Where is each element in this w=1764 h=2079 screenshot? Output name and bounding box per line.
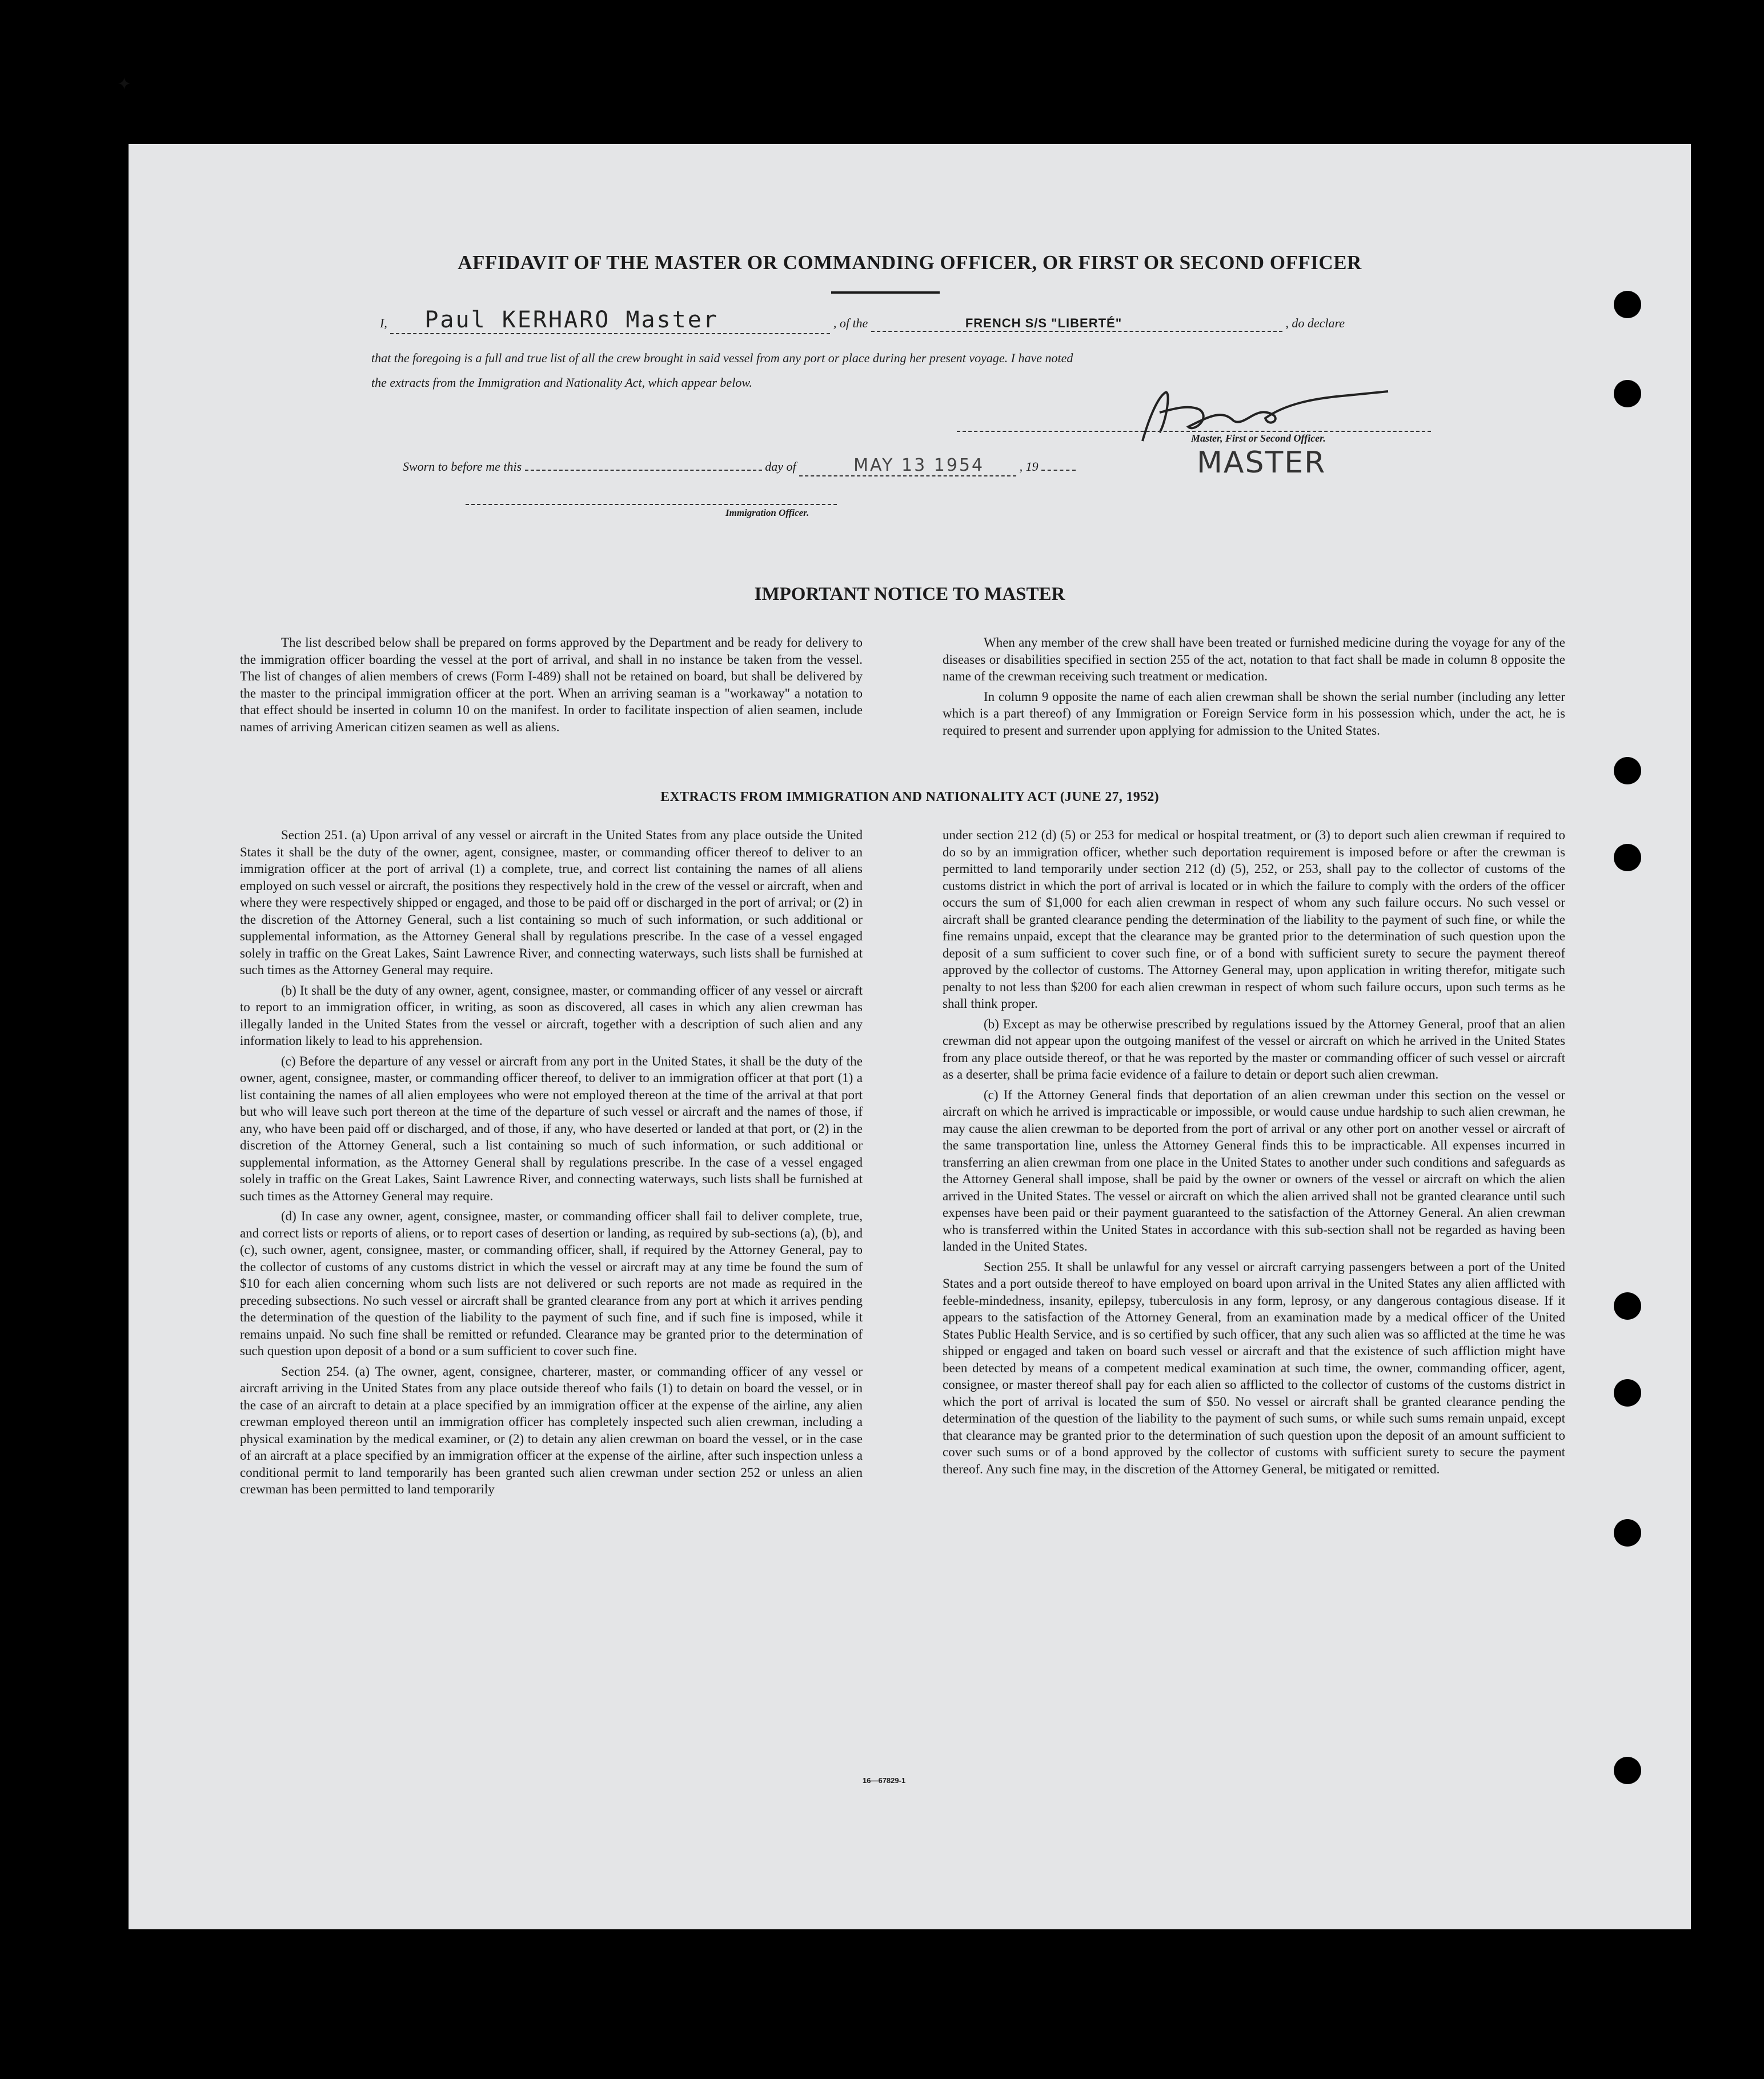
punch-hole	[1614, 844, 1641, 871]
immigration-officer-line	[466, 504, 837, 505]
extracts-left-column	[240, 827, 863, 1501]
sworn-day-field	[525, 470, 762, 471]
punch-hole	[1614, 1757, 1641, 1784]
title-rule	[831, 291, 940, 294]
vessel-field	[871, 316, 1282, 332]
sworn-line	[403, 455, 1076, 476]
of-the-label: , of the	[833, 316, 868, 330]
punch-hole	[1614, 1379, 1641, 1407]
form-number: 16—67829-1	[863, 1776, 906, 1785]
extract-paragraph: (c) Before the departure of any vessel or aircraft from any port in the United States, it shall be the duty of the owner, agent, consignee, master, or commanding officer thereof, to deliver to an immigration officer at that port (1) a list containing the names of all alien employees who were not employed thereon at the time of the arrival at that port but who will leave such port thereon at the time of the departure of such vessel or aircraft and the names of those, if any, who have been paid off or discharged, and of those, if any, who have deserted or landed at that port, or (2) in the discretion of the Attorney General, such a list containing so much of such information, or such additional or supplemental information, as the Attorney General shall by regulations prescribe. In the case of a vessel engaged solely in traffic on the Great Lakes, Saint Lawrence River, and connecting waterways, such lists shall be furnished at such times as the Attorney General may require.	[240, 1053, 863, 1203]
affidavit-page	[129, 144, 1691, 1929]
extract-paragraph: (d) In case any owner, agent, consignee, master, or commanding officer shall fail to deliver complete, true, and correct lists or reports of aliens, or to report cases of desertion or landing, as required by sub-sections (a), (b), and (c), such owner, agent, consignee, master, or commanding officer, shall, if required by the Attorney General, pay to the collector of customs of any customs district in which the vessel or aircraft may at any time be found the sum of $10 for each alien concerning whom such lists are not delivered or such reports are not made as required in the preceding subsections. No such vessel or aircraft shall be granted clearance from any port at which it arrives pending the determination of the question of the liability to the payment of such fine, and if such fine is imposed, while it remains unpaid. No such fine shall be remitted or refunded. Clearance may be granted prior to the determination of such question upon deposit of a bond or a sum sufficient to cover such fine.	[240, 1209, 863, 1358]
notice-paragraph: When any member of the crew shall have been treated or furnished medicine during the voyage for any of the diseases or disabilities specified in section 255 of the act, notation to that fact shall be made in column 8 opposite the name of the crewman receiving such treatment or medication.	[943, 635, 1565, 683]
year-field	[1041, 470, 1076, 471]
immigration-officer-label: Immigration Officer.	[725, 507, 809, 518]
i-label: I,	[380, 316, 387, 330]
extract-paragraph: (b) Except as may be otherwise prescribed by regulations issued by the Attorney General, proof that an alien crewman did not appear upon the outgoing manifest of the vessel or aircraft on which he arrived in the United States from any place outside thereof, or that he was reported by the master or commanding officer of such vessel or aircraft as a deserter, shall be prima facie evidence of a failure to detain or deport such alien crewman.	[943, 1016, 1565, 1081]
notice-left-column	[240, 634, 863, 739]
name-field	[390, 307, 830, 334]
extract-paragraph: Section 251. (a) Upon arrival of any vessel or aircraft in the United States from any place outside the United States it shall be the duty of the owner, agent, consignee, master, or commanding officer thereof to deliver to an immigration officer at the port of arrival (1) a complete, true, and correct list containing the names of all aliens employed on such vessel or aircraft, the positions they respectively hold in the crew of the vessel or aircraft, when and where they were respectively shipped or engaged, and those to be paid off or discharged in the port of arrival; or (2) in the discretion of the Attorney General, such a list containing so much of such information, or such additional or supplemental information, as the Attorney General shall by regulations prescribe. In the case of a vessel engaged solely in traffic on the Great Lakes, Saint Lawrence River, and connecting waterways, such lists shall be furnished at such times as the Attorney General may require.	[240, 828, 863, 977]
extract-paragraph: under section 212 (d) (5) or 253 for medical or hospital treatment, or (3) to deport such alien crewman if required to do so by an immigration officer, whether such deportation requirement is imposed before or after the crewman is permitted to land temporarily under section 212 (d) (5), 252, or 253, shall pay to the collector of customs of the customs district in which the port of arrival is located or in which the failure to comply with the orders of the officer occurs the sum of $1,000 for each alien crewman in respect of whom any such failure occurs. No such vessel or aircraft shall be granted clearance pending the determination of the liability to the payment of such fine, or while the fine remains unpaid, except that the clearance may be granted prior to the determination of such question upon the deposit of a sum sufficient to cover such fine, or of a bond with sufficient surety to secure the payment thereof approved by the collector of customs. The Attorney General may, upon application in writing therefor, mitigate such penalty to not less than $200 for each alien crewman in respect of whom such failure occurs, upon such terms as he shall think proper.	[943, 828, 1565, 1011]
year-prefix-label: , 19	[1019, 459, 1039, 474]
punch-hole	[1614, 757, 1641, 784]
extract-paragraph: Section 254. (a) The owner, agent, consignee, charterer, master, or commanding officer of any vessel or aircraft arriving in the United States from any place outside thereof who fails (1) to detain on board the vessel, or in the case of an aircraft to detain at a place specified by an immigration officer at the expense of the airline, any alien crewman employed thereon until an immigration officer has completely inspected such alien crewman, including a physical examination by the medical examiner, or (2) to detain any alien crewman on board the vessel, or in the case of an aircraft at a place specified by an immigration officer at the expense of the airline, after such inspection unless a conditional permit to land temporarily has been granted such alien crewman under section 252 or unless an alien crewman has been permitted to land temporarily	[240, 1364, 863, 1496]
affidavit-body-line1: that the foregoing is a full and true list of all the crew brought in said vessel from any port or place during her present voyage. I have noted	[371, 351, 1073, 365]
punch-hole	[1614, 1519, 1641, 1547]
signature-line	[957, 431, 1431, 432]
master-stamp: MASTER	[1197, 446, 1326, 480]
notice-paragraph: In column 9 opposite the name of each alien crewman shall be shown the serial number (including any letter which is a part thereof) of any Immigration or Foreign Service form in his possession which, under the act, he is required to present and surrender upon applying for admission to the United States.	[943, 689, 1565, 738]
date-stamp: MAY 13 1954	[853, 455, 985, 475]
extract-paragraph: (c) If the Attorney General finds that deportation of an alien crewman under this section on the vessel or aircraft on which he arrived is impracticable or impossible, or would cause undue hardship to such alien crewman, he may cause the alien crewman to be deported from the port of arrival or any other port on another vessel or aircraft of the same transportation line, unless the Attorney General finds this to be impracticable. All expenses incurred in transferring an alien crewman from one place in the United States to another under such conditions and safeguards as the Attorney General shall impose, shall be paid by the owner or owners of the vessel or aircraft on which the alien arrived in the United States. The vessel or aircraft on which the alien arrived shall not be granted clearance until such expenses have been paid or their payment guaranteed to the satisfaction of the Attorney General. An alien crewman who is transferred within the United States in accordance with this sub-section shall not be regarded as having been landed in the United States.	[943, 1087, 1565, 1253]
day-of-label: day of	[765, 459, 796, 474]
declaration-line	[380, 307, 1345, 334]
notice-paragraph: The list described below shall be prepared on forms approved by the Department and be ready for delivery to the immigration officer boarding the vessel at the port of arrival, and shall in no instance be taken from the vessel. The list of changes of alien members of crews (Form I-489) shall not be retained on board, but shall be delivered by the master to the principal immigration officer at the port. When an arriving seaman is a "workaway" a notation to that effect should be inserted in column 10 on the manifest. In order to facilitate inspection of alien seamen, include names of arriving American citizen seamen as well as aliens.	[240, 635, 863, 734]
punch-hole	[1614, 1292, 1641, 1320]
vessel-value: FRENCH S/S "LIBERTÉ"	[965, 316, 1122, 330]
name-value: Paul KERHARO Master	[424, 307, 719, 333]
affidavit-title: AFFIDAVIT OF THE MASTER OR COMMANDING OFFICER, OR FIRST OR SECOND OFFICER	[458, 251, 1362, 274]
punch-hole	[1614, 291, 1641, 318]
punch-hole	[1614, 380, 1641, 407]
extracts-title: EXTRACTS FROM IMMIGRATION AND NATIONALITY ACT (JUNE 27, 1952)	[660, 790, 1159, 804]
sworn-date-field	[799, 455, 1016, 476]
notice-right-column	[943, 634, 1565, 742]
declare-label: , do declare	[1285, 316, 1345, 330]
sworn-label: Sworn to before me this	[403, 459, 522, 474]
scan-speck: ✦	[117, 74, 132, 94]
extract-paragraph: Section 255. It shall be unlawful for any vessel or aircraft carrying passengers between a port of the United States and a port outside thereof to have employed on board upon arrival in the United States any alien afflicted with feeble-mindedness, insanity, epilepsy, tuberculosis in any form, leprosy, or any dangerous contagious disease. If it appears to the satisfaction of the Attorney General, from an examination made by a medical officer of the United States Public Health Service, and is so certified by such officer, that any such alien was so afflicted at the time he was shipped or engaged and taken on board such vessel or aircraft and that the existence of such affliction might have been detected by means of a competent medical examination at such time, the owner, commanding officer, agent, consignee, or master thereof shall pay for each alien so afflicted to the collector of customs of the customs district in which the port of arrival is located the sum of $50. No vessel or aircraft shall be granted clearance pending the determination of the question of the liability to the payment of such sums, or while such sums remain unpaid, except that clearance may be granted prior to the determination of such question upon the deposit of an amount sufficient to cover such sums or of a bond approved by the collector of customs with sufficient surety to secure the payment thereof. Any such fine may, in the discretion of the Attorney General, be mitigated or remitted.	[943, 1259, 1565, 1476]
extracts-right-column	[943, 827, 1565, 1481]
affidavit-body-line2: the extracts from the Immigration and Nationality Act, which appear below.	[371, 375, 752, 390]
extract-paragraph: (b) It shall be the duty of any owner, agent, consignee, master, or commanding officer of any vessel or aircraft to report to an immigration officer, in writing, as soon as discovered, all cases in which any alien crewman has illegally landed in the United States from the vessel or aircraft, together with a description of such alien and any information likely to lead to his apprehension.	[240, 983, 863, 1048]
signature-label: Master, First or Second Officer.	[1191, 432, 1326, 444]
notice-title: IMPORTANT NOTICE TO MASTER	[754, 584, 1065, 604]
